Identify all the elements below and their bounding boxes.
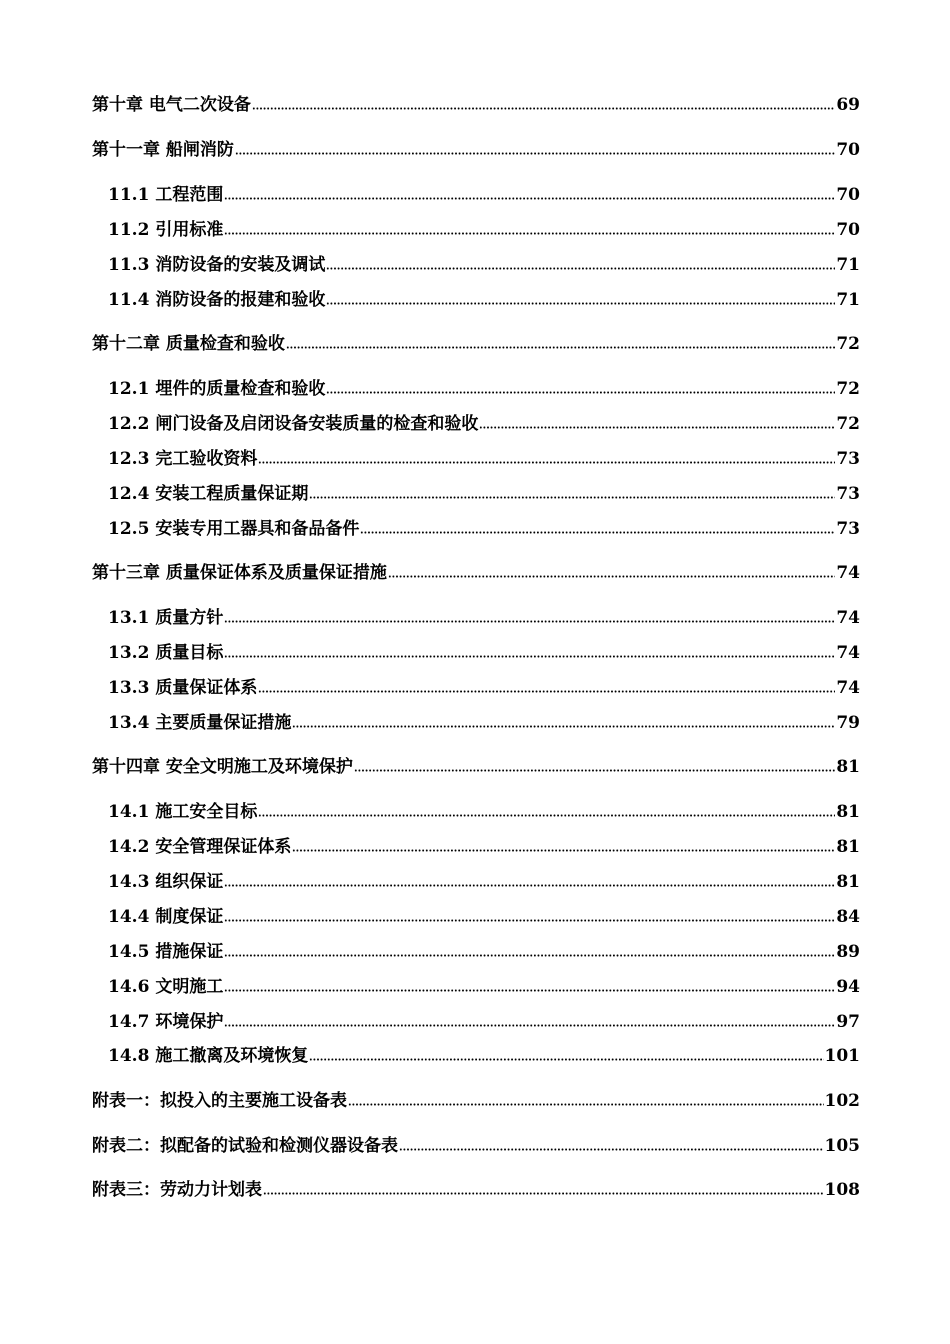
toc-dot-leader xyxy=(235,150,835,156)
toc-entry-title: 附表二：拟配备的试验和检测仪器设备表 xyxy=(92,1136,398,1156)
toc-entry-title: 11.4 消防设备的报建和验收 xyxy=(108,290,326,310)
toc-entry-title: 14.4 制度保证 xyxy=(108,907,224,927)
toc-entry-title: 13.3 质量保证体系 xyxy=(108,678,258,698)
toc-entry-title: 12.4 安装工程质量保证期 xyxy=(108,484,309,504)
toc-dot-leader xyxy=(292,847,835,853)
toc-page-number: 72 xyxy=(836,379,860,399)
toc-subsection-entry[interactable] xyxy=(108,215,860,241)
toc-dot-leader xyxy=(224,195,835,201)
toc-subsection-entry[interactable] xyxy=(108,708,860,734)
toc-entry-title: 第十三章 质量保证体系及质量保证措施 xyxy=(92,563,387,583)
toc-subsection-entry[interactable] xyxy=(108,479,860,505)
toc-entry-title: 13.1 质量方针 xyxy=(108,608,224,628)
toc-entry-title: 13.2 质量目标 xyxy=(108,643,224,663)
toc-page-number: 72 xyxy=(836,414,860,434)
toc-subsection-entry[interactable] xyxy=(108,514,860,540)
toc-dot-leader xyxy=(360,529,835,535)
toc-page-number: 72 xyxy=(836,334,860,354)
toc-subsection-entry[interactable] xyxy=(108,285,860,311)
toc-chapter-entry[interactable] xyxy=(92,90,860,116)
toc-dot-leader xyxy=(388,573,835,579)
toc-page-number: 81 xyxy=(836,872,860,892)
toc-page-number: 69 xyxy=(836,95,860,115)
toc-dot-leader xyxy=(286,344,835,350)
toc-page-number: 81 xyxy=(836,802,860,822)
toc-subsection-entry[interactable] xyxy=(108,638,860,664)
toc-dot-leader xyxy=(224,882,835,888)
toc-dot-leader xyxy=(224,917,835,923)
toc-page-number: 81 xyxy=(836,837,860,857)
toc-entry-title: 14.7 环境保护 xyxy=(108,1012,224,1032)
toc-entry-title: 12.2 闸门设备及启闭设备安装质量的检查和验收 xyxy=(108,414,479,434)
toc-subsection-entry[interactable] xyxy=(108,250,860,276)
toc-dot-leader xyxy=(348,1101,824,1107)
toc-subsection-entry[interactable] xyxy=(108,409,860,435)
toc-entry-title: 第十四章 安全文明施工及环境保护 xyxy=(92,757,353,777)
toc-chapter-entry[interactable] xyxy=(92,1086,860,1112)
toc-subsection-entry[interactable] xyxy=(108,1041,860,1067)
toc-page-number: 71 xyxy=(836,290,860,310)
toc-subsection-entry[interactable] xyxy=(108,937,860,963)
toc-subsection-entry[interactable] xyxy=(108,902,860,928)
toc-entry-title: 12.3 完工验收资料 xyxy=(108,449,258,469)
toc-dot-leader xyxy=(263,1190,824,1196)
toc-chapter-entry[interactable] xyxy=(92,329,860,355)
toc-entry-title: 14.8 施工撤离及环境恢复 xyxy=(108,1046,309,1066)
toc-dot-leader xyxy=(224,653,835,659)
toc-chapter-entry[interactable] xyxy=(92,558,860,584)
toc-dot-leader xyxy=(224,952,835,958)
toc-page-number: 94 xyxy=(836,977,860,997)
toc-page-number: 84 xyxy=(836,907,860,927)
toc-entry-title: 14.1 施工安全目标 xyxy=(108,802,258,822)
toc-page-number: 74 xyxy=(836,643,860,663)
toc-subsection-entry[interactable] xyxy=(108,673,860,699)
toc-entry-title: 第十章 电气二次设备 xyxy=(92,95,251,115)
toc-page-number: 70 xyxy=(836,220,860,240)
toc-chapter-entry[interactable] xyxy=(92,1175,860,1201)
toc-subsection-entry[interactable] xyxy=(108,1007,860,1033)
toc-dot-leader xyxy=(258,812,835,818)
toc-dot-leader xyxy=(258,688,835,694)
toc-subsection-entry[interactable] xyxy=(108,867,860,893)
toc-dot-leader xyxy=(399,1146,824,1152)
toc-subsection-entry[interactable] xyxy=(108,444,860,470)
toc-chapter-entry[interactable] xyxy=(92,1131,860,1157)
toc-page-number: 74 xyxy=(836,608,860,628)
toc-dot-leader xyxy=(326,265,835,271)
toc-entry-title: 11.2 引用标准 xyxy=(108,220,224,240)
toc-chapter-entry[interactable] xyxy=(92,135,860,161)
toc-entry-title: 14.6 文明施工 xyxy=(108,977,224,997)
toc-dot-leader xyxy=(292,723,835,729)
toc-dot-leader xyxy=(354,767,835,773)
toc-page-number: 70 xyxy=(836,185,860,205)
toc-dot-leader xyxy=(224,987,835,993)
toc-page-number: 79 xyxy=(836,713,860,733)
toc-subsection-entry[interactable] xyxy=(108,603,860,629)
toc-page-number: 73 xyxy=(836,449,860,469)
toc-page-number: 74 xyxy=(836,563,860,583)
toc-dot-leader xyxy=(224,230,835,236)
toc-subsection-entry[interactable] xyxy=(108,797,860,823)
toc-entry-title: 14.2 安全管理保证体系 xyxy=(108,837,292,857)
toc-page-number: 70 xyxy=(836,140,860,160)
toc-entry-title: 12.1 埋件的质量检查和验收 xyxy=(108,379,326,399)
toc-entry-title: 14.5 措施保证 xyxy=(108,942,224,962)
toc-entry-title: 14.3 组织保证 xyxy=(108,872,224,892)
toc-subsection-entry[interactable] xyxy=(108,832,860,858)
toc-entry-title: 13.4 主要质量保证措施 xyxy=(108,713,292,733)
toc-dot-leader xyxy=(479,424,835,430)
toc-dot-leader xyxy=(309,494,835,500)
toc-subsection-entry[interactable] xyxy=(108,374,860,400)
toc-page-number: 105 xyxy=(824,1136,860,1156)
toc-dot-leader xyxy=(224,618,835,624)
toc-page-number: 71 xyxy=(836,255,860,275)
toc-page-number: 73 xyxy=(836,484,860,504)
toc-subsection-entry[interactable] xyxy=(108,972,860,998)
toc-page-number: 89 xyxy=(836,942,860,962)
toc-dot-leader xyxy=(326,300,835,306)
toc-entry-title: 第十二章 质量检查和验收 xyxy=(92,334,285,354)
toc-entry-title: 附表三：劳动力计划表 xyxy=(92,1180,262,1200)
toc-page-number: 102 xyxy=(824,1091,860,1111)
toc-entry-title: 附表一：拟投入的主要施工设备表 xyxy=(92,1091,347,1111)
toc-entry-title: 12.5 安装专用工器具和备品备件 xyxy=(108,519,360,539)
toc-page-number: 73 xyxy=(836,519,860,539)
toc-dot-leader xyxy=(309,1056,823,1062)
toc-entry-title: 11.1 工程范围 xyxy=(108,185,224,205)
toc-page-number: 97 xyxy=(836,1012,860,1032)
toc-page-number: 74 xyxy=(836,678,860,698)
toc-dot-leader xyxy=(326,389,835,395)
toc-subsection-entry[interactable] xyxy=(108,180,860,206)
toc-chapter-entry[interactable] xyxy=(92,752,860,778)
toc-page-number: 81 xyxy=(836,757,860,777)
toc-entry-title: 第十一章 船闸消防 xyxy=(92,140,234,160)
toc-dot-leader xyxy=(224,1022,835,1028)
toc-dot-leader xyxy=(258,459,835,465)
toc-page-number: 108 xyxy=(824,1180,860,1200)
toc-dot-leader xyxy=(252,105,835,111)
toc-page-number: 101 xyxy=(824,1046,860,1066)
toc-entry-title: 11.3 消防设备的安装及调试 xyxy=(108,255,326,275)
